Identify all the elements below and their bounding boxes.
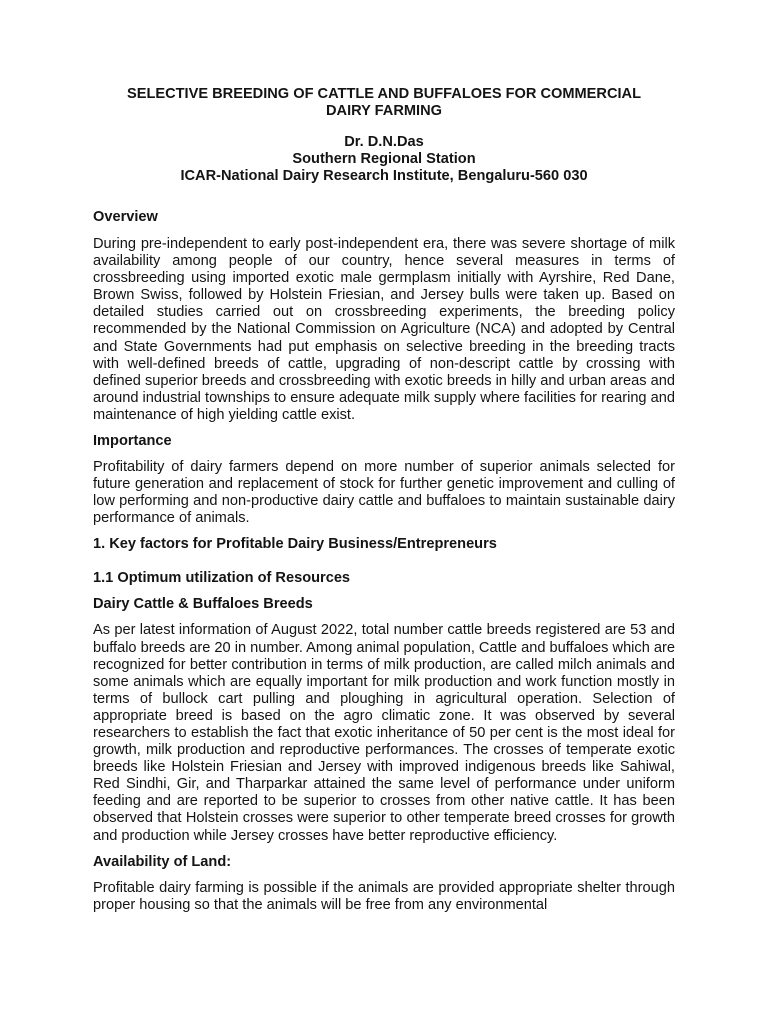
author-station: Southern Regional Station <box>292 151 476 167</box>
author-name: Dr. D.N.Das <box>344 134 424 150</box>
title-block <box>93 86 675 120</box>
author-block <box>93 134 675 185</box>
key-factors-heading: 1. Key factors for Profitable Dairy Business/Entrepreneurs <box>93 536 497 553</box>
document-page <box>93 86 675 914</box>
breeds-paragraph: As per latest information of August 2022, total number cattle breeds registered are 53 and buffalo breeds are 20 in number. Among animal population, Cattle and buffaloes which are recognized for better contribution in terms of milk production, are called milch animals and some animals which are equally important for milk production and work function mostly in terms of bullock cart pulling and ploughing in agricultural operation. Selection of appropriate breed is based on the agro climatic zone. It was observed by several researchers to establish the fact that exotic inheritance of 50 per cent is the most ideal for growth, milk production and reproductive performances. The crosses of temperate exotic breeds like Holstein Friesian and Jersey with improved indigenous breeds like Sahiwal, Red Sindhi, Gir, and Tharparkar attained the same level of performance under uniform feeding and are reported to be superior to crosses from other native cattle. It has been observed that Holstein crosses were superior to other temperate breed crosses for growth and production while Jersey crosses have better reproductive efficiency. <box>93 622 675 844</box>
overview-paragraph: During pre-independent to early post-independent era, there was severe shortage of milk availability among people of our country, hence several measures in terms of crossbreeding using imported exotic male germplasm initially with Ayrshire, Red Dane, Brown Swiss, followed by Holstein Friesian, and Jersey bulls were taken up. Based on detailed studies carried out on crossbreeding experiments, the breeding policy recommended by the National Commission on Agriculture (NCA) and adopted by Central and State Governments had put emphasis on selective breeding in the breeding tracts with well-defined breeds of cattle, upgrading of non-descript cattle by crossing with defined superior breeds and crossbreeding with exotic breeds in hilly and urban areas and around industrial townships to ensure adequate milk supply where facilities for rearing and maintenance of high yielding cattle exist. <box>93 236 675 423</box>
breeds-heading: Dairy Cattle & Buffaloes Breeds <box>93 596 313 613</box>
optimum-utilization-heading: 1.1 Optimum utilization of Resources <box>93 570 351 587</box>
importance-heading: Importance <box>93 433 172 450</box>
land-paragraph: Profitable dairy farming is possible if the animals are provided appropriate shelter through proper housing so that the animals will be free from any environmental <box>93 879 675 913</box>
author-institute: ICAR-National Dairy Research Institute, Bengaluru-560 030 <box>180 168 588 184</box>
importance-paragraph: Profitability of dairy farmers depend on more number of superior animals selected for future generation and replacement of stock for further genetic improvement and culling of low performing and non-productive dairy cattle and buffaloes to maintain sustainable dairy performance of animals. <box>93 459 675 527</box>
document-title-line1: SELECTIVE BREEDING OF CATTLE AND BUFFALOES FOR COMMERCIAL <box>126 86 642 102</box>
overview-heading: Overview <box>93 209 158 225</box>
document-title-line2: DAIRY FARMING <box>326 103 442 119</box>
land-heading: Availability of Land: <box>93 853 232 870</box>
